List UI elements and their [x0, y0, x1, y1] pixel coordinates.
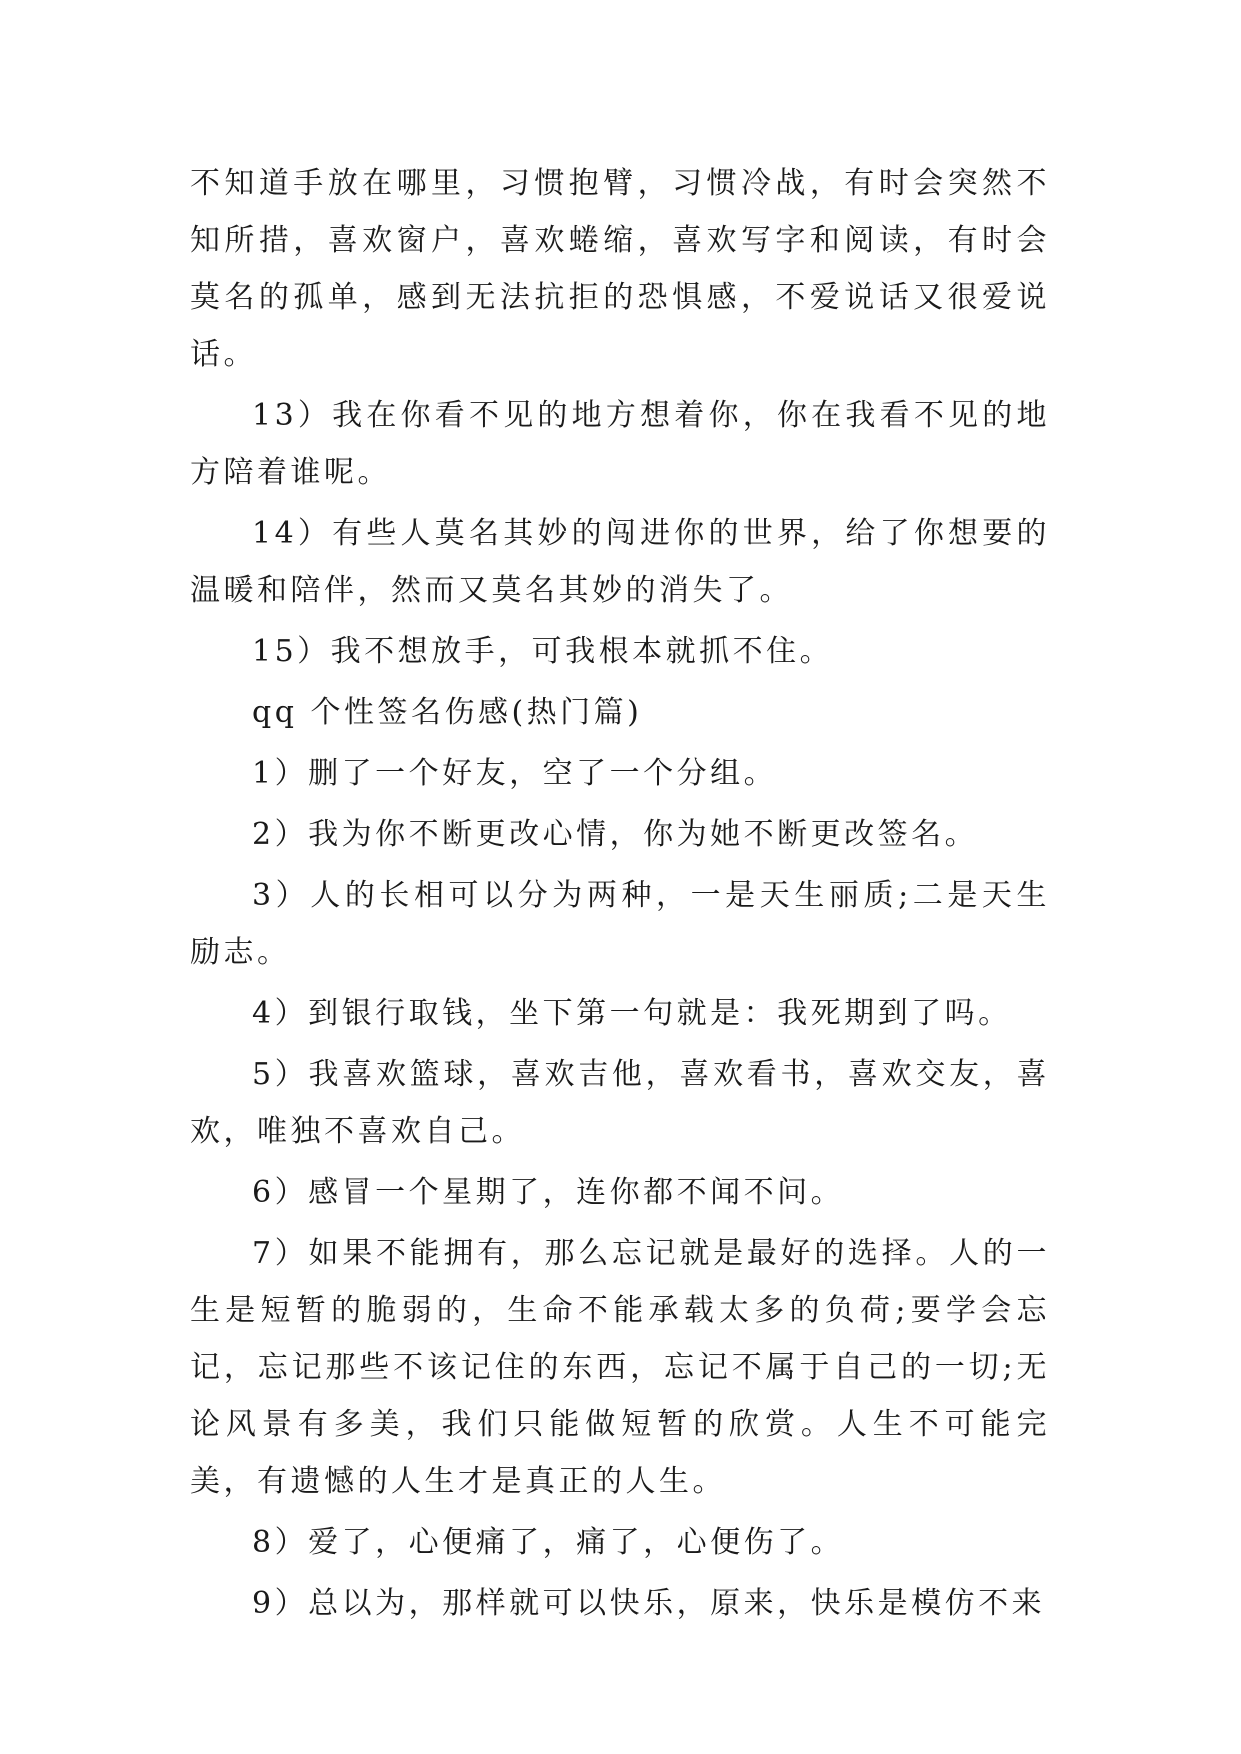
paragraph: 1）删了一个好友，空了一个分组。	[252, 756, 778, 791]
paragraph: 15）我不想放手，可我根本就抓不住。	[252, 634, 834, 669]
section-heading: qq 个性签名伤感(热门篇)	[252, 695, 643, 730]
paragraph: 不知道手放在哪里，习惯抱臂，习惯冷战，有时会突然不知所措，喜欢窗户，喜欢蜷缩，喜欢写字和阅读，有时会莫名的孤单，感到无法抗拒的恐惧感，不爱说话又很爱说话。	[190, 166, 1050, 372]
paragraph: 8）爱了，心便痛了，痛了，心便伤了。	[252, 1525, 845, 1560]
paragraph: 7）如果不能拥有，那么忘记就是最好的选择。人的一生是短暂的脆弱的，生命不能承载太多的负荷;要学会忘记，忘记那些不该记住的东西，忘记不属于自己的一切;无论风景有多美，我们只能做短暂的欣赏。人生不可能完美，有遗憾的人生才是真正的人生。	[190, 1236, 1050, 1499]
paragraph: 9）总以为，那样就可以快乐，原来，快乐是模仿不来	[252, 1586, 1046, 1621]
paragraph: 5）我喜欢篮球，喜欢吉他，喜欢看书，喜欢交友，喜欢，唯独不喜欢自己。	[190, 1057, 1050, 1149]
paragraph: 4）到银行取钱，坐下第一句就是：我死期到了吗。	[252, 996, 1012, 1031]
paragraph: 6）感冒一个星期了，连你都不闻不问。	[252, 1175, 845, 1210]
paragraph: 14）有些人莫名其妙的闯进你的世界，给了你想要的温暖和陪伴，然而又莫名其妙的消失了。	[190, 516, 1050, 608]
paragraph: 3）人的长相可以分为两种，一是天生丽质;二是天生励志。	[190, 878, 1050, 970]
paragraph: 2）我为你不断更改心情，你为她不断更改签名。	[252, 817, 979, 852]
document-body	[190, 155, 1050, 1636]
paragraph: 13）我在你看不见的地方想着你，你在我看不见的地方陪着谁呢。	[190, 398, 1050, 490]
